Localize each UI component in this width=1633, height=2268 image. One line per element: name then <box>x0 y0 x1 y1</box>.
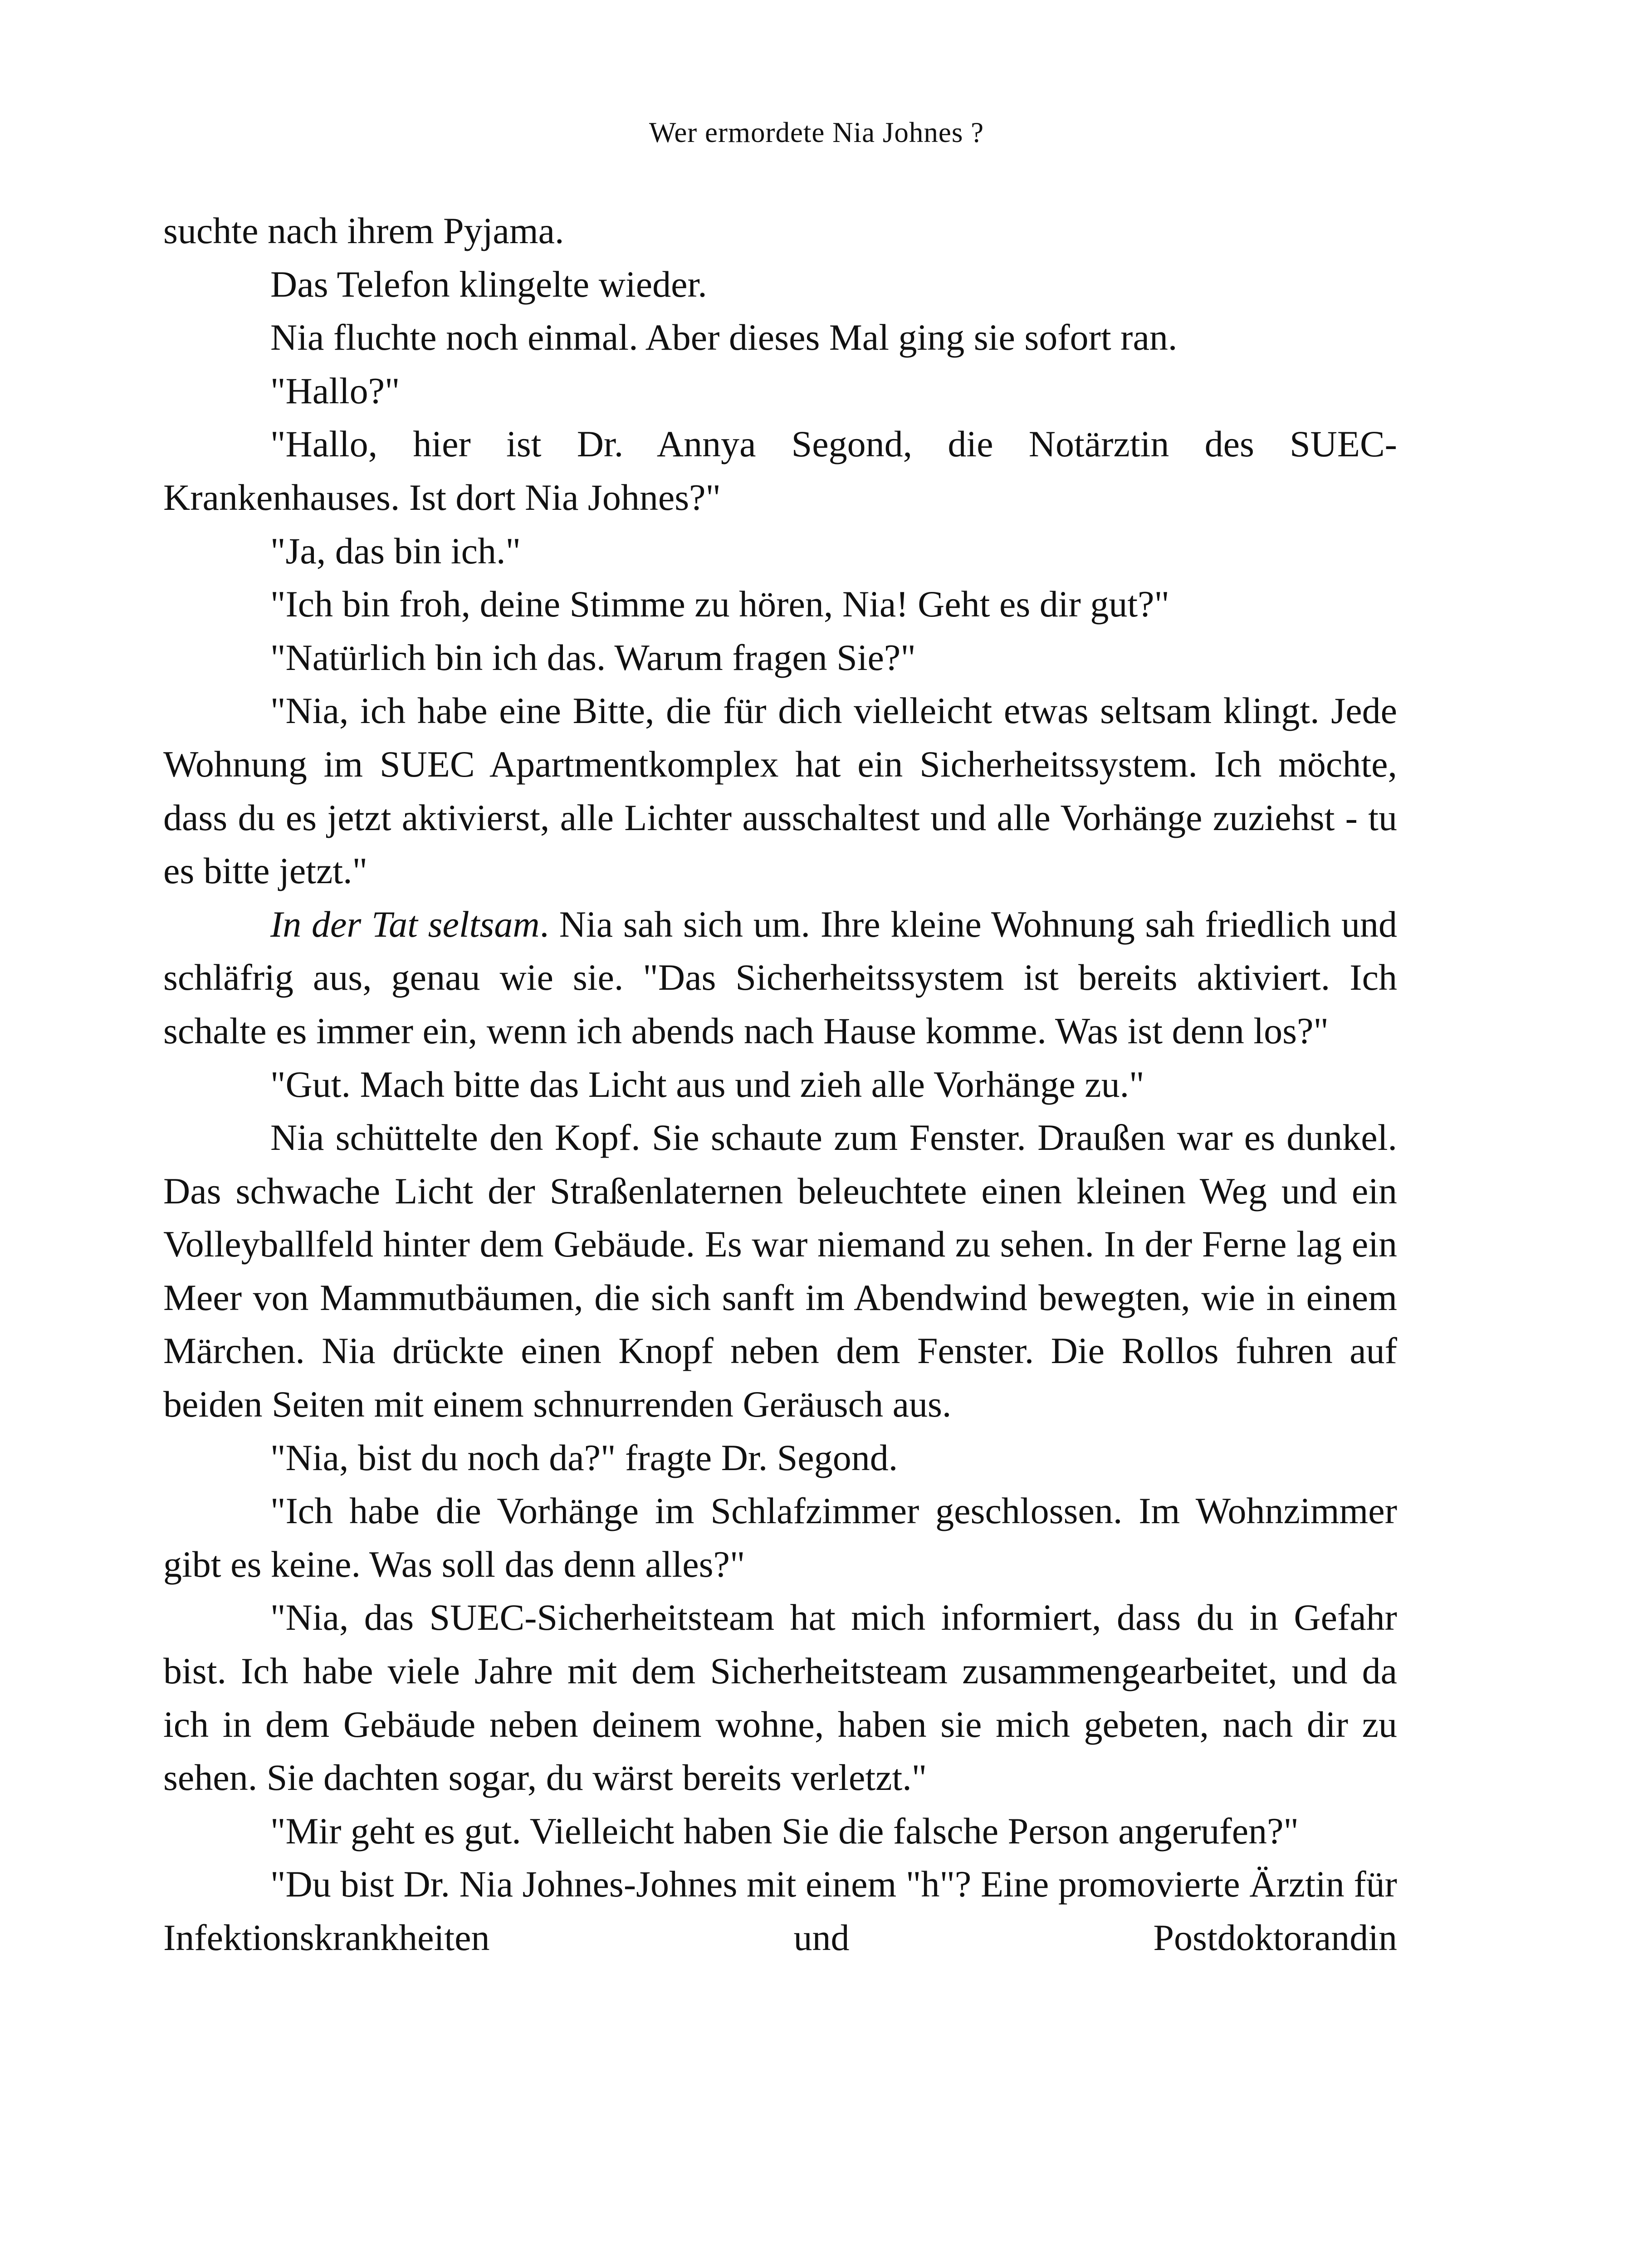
paragraph: "Ich habe die Vorhänge im Schlafzimmer geschlossen. Im Wohnzimmer gibt es keine. Was soll das denn alles?" <box>163 1490 1397 1585</box>
paragraph: "Gut. Mach bitte das Licht aus und zieh alle Vorhänge zu." <box>270 1063 1144 1105</box>
paragraph: "Nia, ich habe eine Bitte, die für dich vielleicht etwas seltsam klingt. Jede Wohnung im SUEC Apartmentkomplex hat ein Sicherheitssystem. Ich möchte, dass du es jetzt aktivierst, alle Lichter ausschaltest und alle Vorhänge zuziehst - tu es bitte jetzt." <box>163 690 1397 892</box>
paragraph: Das Telefon klingelte wieder. <box>270 263 707 305</box>
running-header: Wer ermordete Nia Johnes ? <box>649 117 984 148</box>
paragraph: "Natürlich bin ich das. Warum fragen Sie?" <box>270 636 916 678</box>
paragraph: "Nia, bist du noch da?" fragte Dr. Segond. <box>270 1437 898 1478</box>
paragraph: "Hallo, hier ist Dr. Annya Segond, die Notärztin des SUEC-Krankenhauses. Ist dort Nia Johnes?" <box>163 423 1397 518</box>
emphasis-text: In der Tat seltsam <box>270 903 540 945</box>
paragraph: "Du bist Dr. Nia Johnes-Johnes mit einem "h"? Eine promovierte Ärztin für Infektionskrankheiten und Postdoktorandin <box>163 1863 1397 1958</box>
paragraph: "Ich bin froh, deine Stimme zu hören, Nia! Geht es dir gut?" <box>270 583 1170 625</box>
paragraph: "Hallo?" <box>270 370 400 411</box>
paragraph: suchte nach ihrem Pyjama. <box>163 210 564 251</box>
paragraph: Nia schüttelte den Kopf. Sie schaute zum Fenster. Draußen war es dunkel. Das schwache Licht der Straßenlaternen beleuchtete einen kleinen Weg und ein Volleyballfeld hinter dem Gebäude. Es war niemand zu sehen. In der Ferne lag ein Meer von Mammutbäumen, die sich sanft im Abendwind bewegten, wie in einem Märchen. Nia drückte einen Knopf neben dem Fenster. Die Rollos fuhren auf beiden Seiten mit einem schnurrenden Geräusch aus. <box>163 1117 1397 1425</box>
paragraph: Nia fluchte noch einmal. Aber dieses Mal ging sie sofort ran. <box>270 317 1178 358</box>
paragraph: "Mir geht es gut. Vielleicht haben Sie die falsche Person angerufen?" <box>270 1810 1299 1852</box>
paragraph: In der Tat seltsam. Nia sah sich um. Ihre kleine Wohnung sah friedlich und schläfrig aus, genau wie sie. "Das Sicherheitssystem ist bereits aktiviert. Ich schalte es immer ein, wenn ich abends nach Hause komme. Was ist denn los?" <box>163 903 1397 1051</box>
body-text <box>163 204 1397 2018</box>
paragraph: "Ja, das bin ich." <box>270 530 521 572</box>
paragraph: "Nia, das SUEC-Sicherheitsteam hat mich informiert, dass du in Gefahr bist. Ich habe viele Jahre mit dem Sicherheitsteam zusammengearbeitet, und da ich in dem Gebäude neben deinem wohne, haben sie mich gebeten, nach dir zu sehen. Sie dachten sogar, du wärst bereits verletzt." <box>163 1597 1397 1799</box>
